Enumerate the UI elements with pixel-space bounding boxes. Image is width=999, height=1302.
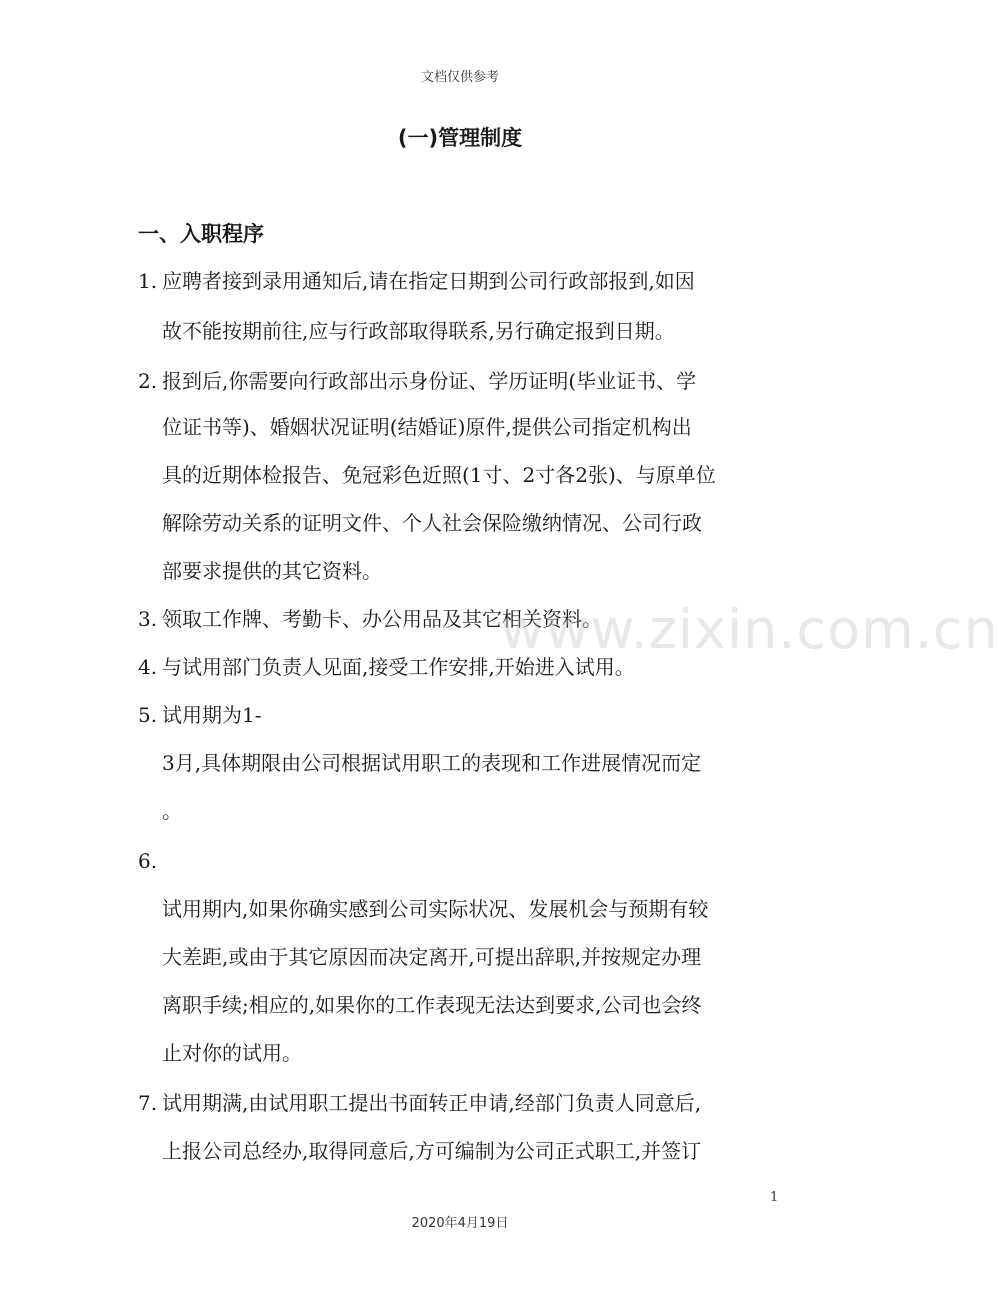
item-line: 部要求提供的其它资料。	[162, 559, 382, 583]
item-number: 2.	[138, 369, 158, 393]
item-line: 止对你的试用。	[162, 1041, 302, 1065]
item-number: 1.	[138, 269, 158, 293]
item-number: 5.	[138, 703, 158, 727]
footer-date: 2020年4月19日	[411, 1216, 509, 1231]
item-line: 故不能按期前往,应与行政部取得联系,另行确定报到日期。	[162, 319, 675, 343]
item-line: 解除劳动关系的证明文件、个人社会保险缴纳情况、公司行政	[162, 511, 702, 535]
page-number: 1	[770, 1190, 779, 1205]
item-line: 领取工作牌、考勤卡、办公用品及其它相关资料。	[162, 607, 602, 631]
item-line: 位证书等)、婚姻状况证明(结婚证)原件,提供公司指定机构出	[162, 415, 692, 439]
item-line: 与试用部门负责人见面,接受工作安排,开始进入试用。	[162, 655, 635, 679]
item-number: 3.	[138, 607, 158, 631]
item-line: 试用期为1-	[162, 703, 262, 727]
item-line: 报到后,你需要向行政部出示身份证、学历证明(毕业证书、学	[162, 369, 697, 393]
item-line: 离职手续;相应的,如果你的工作表现无法达到要求,公司也会终	[162, 993, 702, 1017]
item-line: 3月,具体期限由公司根据试用职工的表现和工作进展情况而定	[162, 751, 702, 775]
item-number: 6.	[138, 849, 158, 873]
item-line: 试用期满,由试用职工提出书面转正申请,经部门负责人同意后,	[162, 1091, 702, 1115]
document-title: (一)管理制度	[397, 126, 523, 150]
item-number: 7.	[138, 1091, 158, 1115]
page-header: 文档仅供参考	[420, 70, 499, 85]
item-number: 4.	[138, 655, 158, 679]
item-line: 应聘者接到录用通知后,请在指定日期到公司行政部报到,如因	[162, 269, 695, 293]
item-line: 试用期内,如果你确实感到公司实际状况、发展机会与预期有较	[162, 897, 709, 921]
watermark: www.zixin.com.cn	[500, 598, 999, 661]
item-line: 具的近期体检报告、免冠彩色近照(1寸、2寸各2张)、与原单位	[162, 463, 716, 487]
item-line: 。	[162, 799, 182, 823]
section-heading: 一、入职程序	[138, 222, 264, 246]
item-line: 上报公司总经办,取得同意后,方可编制为公司正式职工,并签订	[162, 1139, 702, 1163]
item-line: 大差距,或由于其它原因而决定离开,可提出辞职,并按规定办理	[162, 945, 702, 969]
